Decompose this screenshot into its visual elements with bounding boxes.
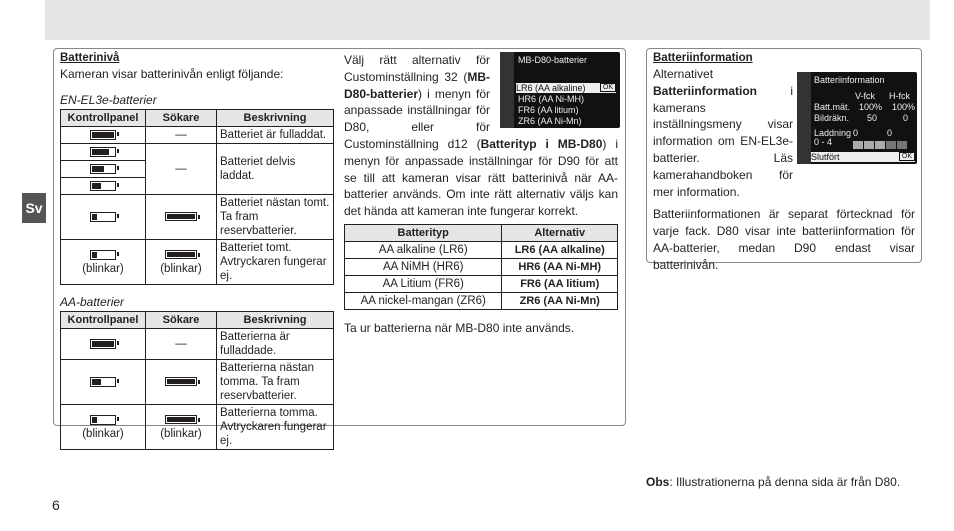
mb-d80-paragraph: Välj rätt alternativ för Custominställning 32 (MB-D80-batterier) i menyn för anpassade inställningar för D80, eller för Custominställning d12 (Batterityp i MB-D80) i menyn för anpassade inställningar för D90 för att se till att kameran visar rätt batterinivå när AA-batterier används. Om inte rätt alternativ väljs kan det hända att kameran inte fungerar korrekt. — [344, 53, 618, 219]
menu-item: FR6 (AA litium) — [518, 105, 579, 115]
footer-note: Obs: Illustrationerna på denna sida är från D80. — [646, 475, 901, 489]
en-el3e-table — [60, 109, 334, 285]
done-row: Slutfört OK — [811, 152, 915, 162]
table-row: AA alkaline (LR6) LR6 (AA alkaline) — [345, 241, 618, 258]
col-header: Kontrollpanel — [61, 109, 146, 126]
table-row: — Batterierna är fulladdade. — [61, 328, 334, 359]
table-row: — Batteriet är fulladdat. — [61, 126, 334, 143]
menu-item: ZR6 (AA Ni-Mn) — [518, 116, 582, 126]
table-row: Batteriet nästan tomt. Ta fram reservbatterier. — [61, 194, 334, 239]
battery-level-section — [60, 52, 334, 450]
battery-full-icon — [90, 130, 116, 140]
screen-title: MB-D80-batterier — [518, 55, 588, 65]
page-number: 6 — [52, 497, 60, 513]
battery-low-icon — [90, 415, 116, 425]
battery-high-icon — [90, 147, 116, 157]
col-header: Beskrivning — [217, 109, 334, 126]
note-text: Ta ur batterierna när MB-D80 inte används. — [344, 320, 575, 335]
header-bar — [45, 0, 930, 40]
table-row: AA NiMH (HR6) HR6 (AA Ni-MH) — [345, 258, 618, 275]
intro-text: Kameran visar batterinivån enligt följande: — [60, 67, 284, 81]
info-paragraph-2: Batteriinformationen är separat förtecknad för varje fack. D80 visar inte batteriinformation för AA-batterier, medan D90 endast visar batterinivån. — [653, 207, 915, 272]
battery-type-table: Batterityp Alternativ AA alkaline (LR6) LR6 (AA alkaline) AA NiMH (HR6) HR6 (AA Ni-MH) AA Litium (FR6) FR6 (AA litium) AA nickel-mangan (ZR6) ZR6 (AA Ni-Mn) — [344, 224, 618, 310]
subheading-aa: AA-batterier — [60, 294, 125, 309]
battery-medium-icon — [90, 164, 116, 174]
mb-d80-text — [344, 52, 618, 337]
battery-half-icon — [90, 181, 116, 191]
table-row: (blinkar) (blinkar) Batteriet tomt. Avtryckaren fungerar ej. — [61, 239, 334, 284]
menu-item: HR6 (AA Ni-MH) — [518, 94, 585, 104]
section-heading: Batteriinformation — [653, 52, 753, 64]
section-heading: Batterinivå — [60, 52, 120, 64]
language-tab: Sv — [22, 193, 46, 223]
table-row: — Batteriet delvis laddat. — [61, 143, 334, 160]
table-row: AA nickel-mangan (ZR6) ZR6 (AA Ni-Mn) — [345, 292, 618, 309]
table-row: AA Litium (FR6) FR6 (AA litium) — [345, 275, 618, 292]
table-row: Batterierna nästan tomma. Ta fram reservbatterier. — [61, 359, 334, 404]
battery-low-icon — [90, 250, 116, 260]
viewfinder-battery-icon — [165, 212, 197, 221]
battery-half-icon — [90, 377, 116, 387]
col-header: Sökare — [146, 109, 217, 126]
subheading-en-el3e: EN-EL3e-batterier — [60, 92, 157, 107]
viewfinder-battery-icon — [165, 415, 197, 424]
table-row: (blinkar) (blinkar) Batterierna tomma. Avtryckaren fungerar ej. — [61, 404, 334, 449]
battery-low-icon — [90, 212, 116, 222]
info-paragraph: Alternativet Batteriinformation i kamerans inställningsmeny visar information om EN-EL3e-batterier. Läs kamerahandboken för mer information. — [653, 67, 793, 199]
aa-table: Kontrollpanel Sökare Beskrivning — Batterierna är fulladdade. Batterierna nästan tomma. Ta fram reservbatterier. (blinkar) (blinkar) Batterierna tomma. Avtryckaren fungerar ej. — [60, 311, 334, 450]
battery-full-icon — [90, 339, 116, 349]
charge-bar-icon — [853, 139, 908, 149]
menu-sidebar — [797, 72, 811, 164]
menu-item-selected: LR6 (AA alkaline) OK — [516, 83, 616, 93]
battery-info-screen: Batteriinformation V-fck H-fck Batt.mät. 100% 100% Bildräkn. 50 0 Laddning 0 0 0 - 4 Slutfört OK — [797, 72, 917, 164]
viewfinder-battery-icon — [165, 377, 197, 386]
viewfinder-battery-icon — [165, 250, 197, 259]
